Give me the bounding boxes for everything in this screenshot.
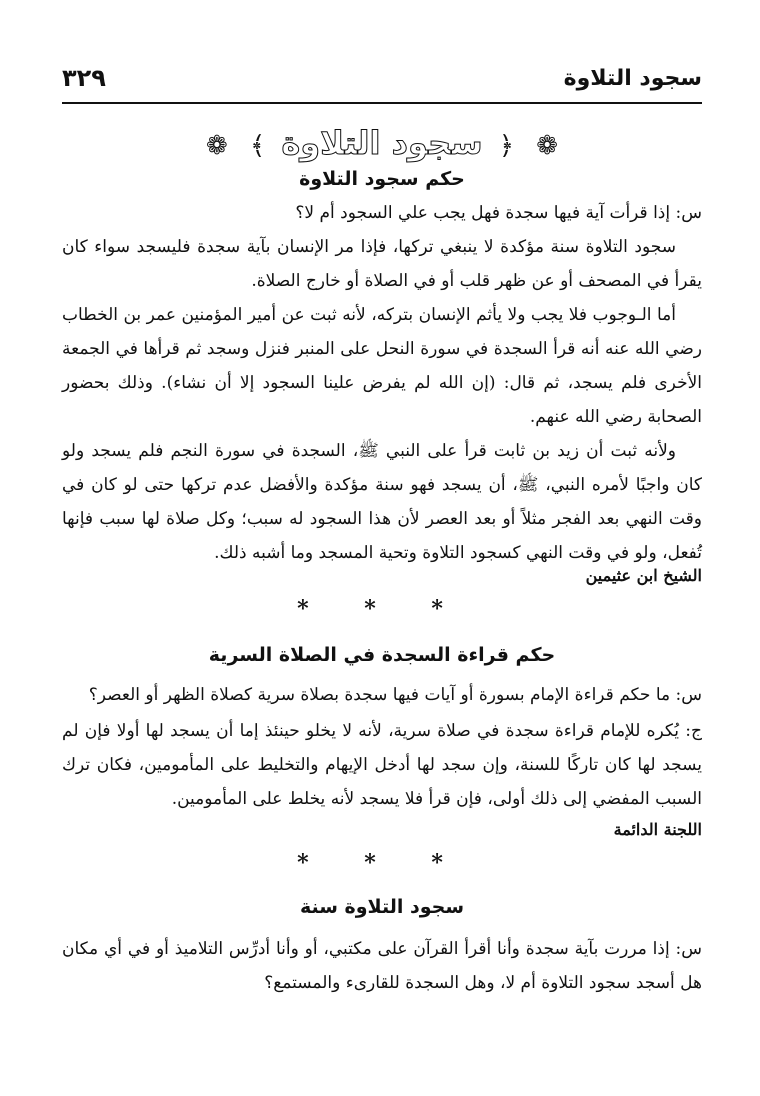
- attribution: اللجنة الدائمة: [613, 820, 702, 839]
- running-header: [62, 62, 702, 104]
- bracket-open-icon: ﴿: [498, 131, 515, 161]
- question: س: إذا مررت بآية سجدة وأنا أقرأ القرآن على مكتبي، أو وأنا أدرِّس التلاميذ أو في أي مكان هل أسجد سجود التلاوة أم لا، وهل السجدة للقارىء والمستمع؟: [62, 939, 702, 993]
- question: س: إذا قرأت آية فيها سجدة فهل يجب علي السجود أم لا؟: [295, 203, 702, 223]
- answer-paragraph: سجود التلاوة سنة مؤكدة لا ينبغي تركها، فإذا مر الإنسان بآية سجدة فليسجد سواء كان يقرأ في المصحف أو عن ظهر قلب أو في الصلاة أو خارج الصلاة.: [62, 237, 702, 291]
- page-number: ٣٢٩: [62, 64, 106, 92]
- section-heading: حكم قراءة السجدة في الصلاة السرية: [208, 644, 556, 666]
- running-title: سجود التلاوة: [563, 66, 702, 91]
- chapter-title-banner: [62, 124, 702, 162]
- section-heading: سجود التلاوة سنة: [299, 896, 465, 918]
- book-page: [62, 62, 702, 1076]
- ornament-left-icon: ❁: [205, 131, 228, 161]
- answer-paragraph: ج: يُكره للإمام قراءة سجدة في صلاة سرية، لأنه لا يخلو حينئذ إما أن يسجد لها أولا فإن لم يسجد لها كان تاركًا للسنة، وإن سجد لها أدخل الإيهام والتخليط على المأمومين، فكان ترك السبب المفضي إلى ذلك أولى، فإن قرأ فلا يسجد لأنه يخلط على المأمومين.: [62, 721, 702, 809]
- section-separator: * * *: [297, 596, 467, 622]
- bracket-close-icon: ﴾: [249, 131, 266, 161]
- answer-paragraph: ولأنه ثبت أن زيد بن ثابت قرأ على النبي ﷺ، السجدة في سورة النجم فلم يسجد ولو كان واجبًا لأمره النبي، ﷺ، أن يسجد فهو سنة مؤكدة والأفضل عدم تركها حتى لو كان في وقت النهي بعد الفجر مثلاً أو بعد العصر لأن هذا السجود له سبب؛ وكل صلاة لها سبب فإنها تُفعل، ولو في وقت النهي كسجود التلاوة وتحية المسجد وما أشبه ذلك.: [62, 441, 702, 563]
- ornament-right-icon: ❁: [536, 131, 559, 161]
- chapter-title: سجود التلاوة: [281, 124, 483, 162]
- answer-paragraph: أما الـوجوب فلا يجب ولا يأثم الإنسان بتركه، لأنه ثبت عن أمير المؤمنين عمر بن الخطاب رضي الله عنه أنه قرأ السجدة في سورة النحل على المنبر فنزل وسجد ثم قرأها في الجمعة الأخرى فلم يسجد، ثم قال: (إن الله لم يفرض علينا السجود إلا أن نشاء). وذلك بحضور الصحابة رضي الله عنهم.: [62, 305, 702, 427]
- question: س: ما حكم قراءة الإمام بسورة أو آيات فيها سجدة بصلاة سرية كصلاة الظهر أو العصر؟: [88, 685, 702, 705]
- section-separator: * * *: [297, 850, 467, 876]
- section-heading: حكم سجود التلاوة: [299, 168, 465, 190]
- attribution: الشيخ ابن عثيمين: [585, 566, 702, 585]
